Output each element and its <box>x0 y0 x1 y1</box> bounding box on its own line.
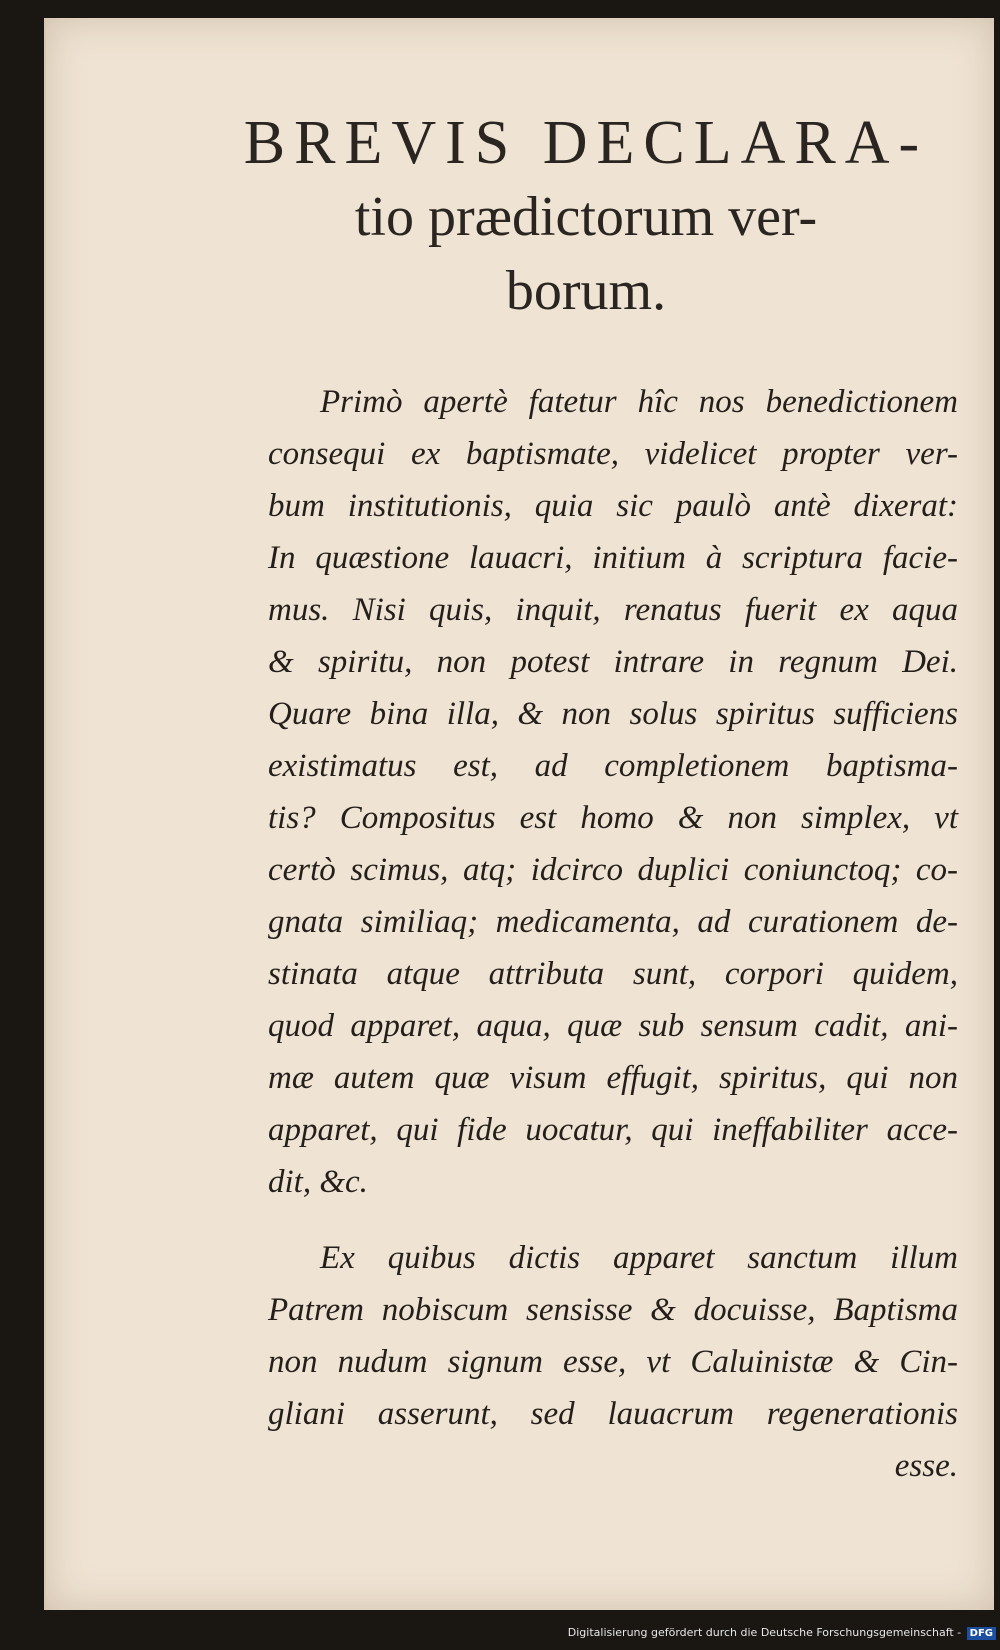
paragraph-gap <box>268 1208 958 1232</box>
text-line: Quare bina illa, & non solus spiritus sufficiens <box>268 696 958 732</box>
text-line: quod apparet, aqua, quæ sub sensum cadit, ani- <box>268 1008 958 1044</box>
text-line: tis? Compositus est homo & non simplex, vt <box>268 800 958 836</box>
text-line: mæ autem quæ visum effugit, spiritus, qui non <box>268 1060 958 1096</box>
book-page <box>44 18 994 1610</box>
text-line: certò scimus, atq; idcirco duplici coniunctoq; co- <box>268 852 958 888</box>
chapter-title <box>226 106 946 328</box>
dfg-logo-icon: DFG <box>967 1627 996 1640</box>
text-line: stinata atque attributa sunt, corpori quidem, <box>268 956 958 992</box>
text-line: gliani asserunt, sed lauacrum regenerationis <box>268 1396 958 1432</box>
text-line: dit, &c. <box>268 1164 368 1200</box>
credit-text: Digitalisierung gefördert durch die Deutsche Forschungsgemeinschaft - <box>567 1626 962 1639</box>
text-line: & spiritu, non potest intrare in regnum Dei. <box>268 644 958 680</box>
text-line: non nudum signum esse, vt Caluinistæ & Cin- <box>268 1344 958 1380</box>
text-line: Primò apertè fatetur hîc nos benedictionem <box>320 384 958 420</box>
text-line: esse. <box>894 1448 958 1484</box>
text-line: In quæstione lauacri, initium à scriptura facie- <box>268 540 958 576</box>
text-line: mus. Nisi quis, inquit, renatus fuerit ex aqua <box>268 592 958 628</box>
text-line: consequi ex baptismate, videlicet propter ver- <box>268 436 958 472</box>
title-line: BREVIS DECLARA- <box>243 109 929 177</box>
paragraph-2 <box>268 1232 958 1492</box>
text-line: Ex quibus dictis apparet sanctum illum <box>320 1240 958 1276</box>
text-line: bum institutionis, quia sic paulò antè dixerat: <box>268 488 958 524</box>
digitization-credit <box>568 1626 996 1640</box>
title-line: borum. <box>505 260 667 322</box>
text-line: existimatus est, ad completionem baptisma- <box>268 748 958 784</box>
title-line: tio prædictorum ver- <box>354 186 818 248</box>
text-line: Patrem nobiscum sensisse & docuisse, Baptisma <box>268 1292 958 1328</box>
text-line: gnata similiaq; medicamenta, ad curationem de- <box>268 904 958 940</box>
paragraph-1 <box>268 376 958 1208</box>
body-text <box>268 376 958 1492</box>
text-line: apparet, qui fide uocatur, qui ineffabiliter acce- <box>268 1112 958 1148</box>
